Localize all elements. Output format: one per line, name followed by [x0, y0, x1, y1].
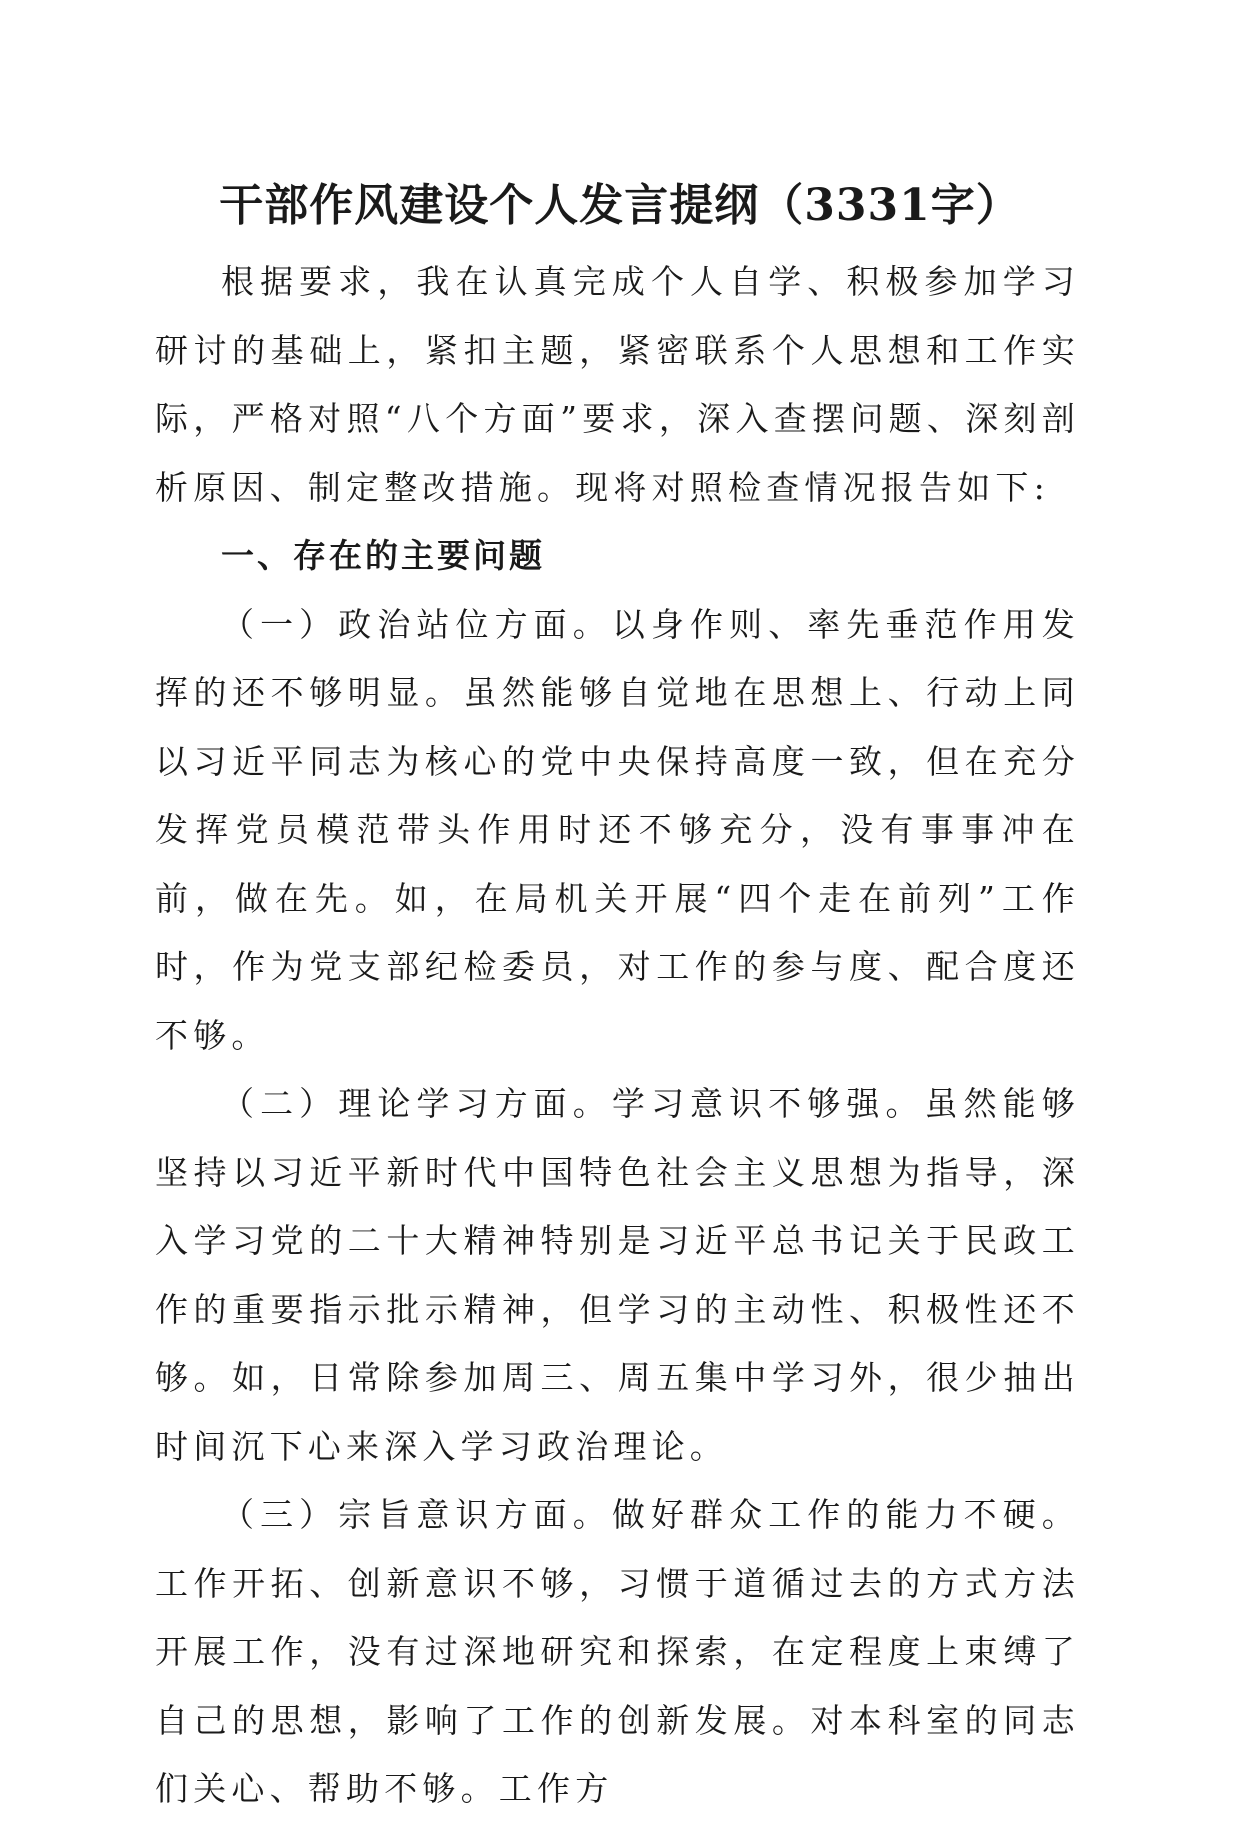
paragraph-theory-study: （二）理论学习方面。学习意识不够强。虽然能够坚持以习近平新时代中国特色社会主义思想为指导，深入学习党的二十大精神特别是习近平总书记关于民政工作的重要指示批示精神，但学习的主动性、积极性还不够。如，日常除参加周三、周五集中学习外，很少抽出时间沉下心来深入学习政治理论。: [155, 1084, 1080, 1466]
document-body: [155, 248, 1080, 1824]
paragraph-political-stance: （一）政治站位方面。以身作则、率先垂范作用发挥的还不够明显。虽然能够自觉地在思想上、行动上同以习近平同志为核心的党中央保持高度一致，但在充分发挥党员模范带头作用时还不够充分，没有事事冲在前，做在先。如，在局机关开展“四个走在前列”工作时，作为党支部纪检委员，对工作的参与度、配合度还不够。: [155, 604, 1080, 1055]
intro-paragraph: 根据要求，我在认真完成个人自学、积极参加学习研讨的基础上，紧扣主题，紧密联系个人思想和工作实际，严格对照“八个方面”要求，深入查摆问题、深刻剖析原因、制定整改措施。现将对照检查情况报告如下:: [155, 262, 1080, 507]
document-title: 干部作风建设个人发言提纲（3331字）: [219, 180, 1021, 231]
paragraph-purpose-awareness: （三）宗旨意识方面。做好群众工作的能力不硬。工作开拓、创新意识不够，习惯于道循过去的方式方法开展工作，没有过深地研究和探索，在定程度上束缚了自己的思想，影响了工作的创新发展。对本科室的同志们关心、帮助不够。工作方: [155, 1495, 1080, 1808]
section-heading: 一、存在的主要问题: [221, 536, 545, 575]
